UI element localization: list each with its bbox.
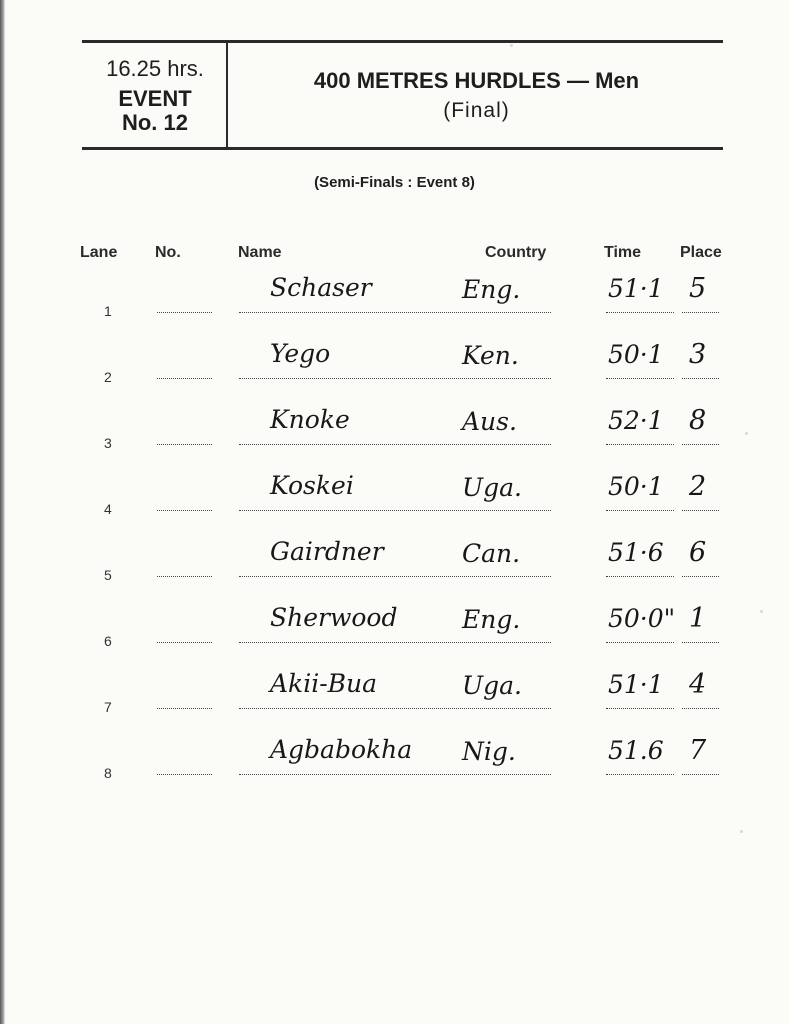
result-row — [0, 336, 789, 402]
result-place: 7 — [689, 735, 707, 766]
place-line — [682, 312, 719, 313]
lane-number: 5 — [104, 567, 112, 583]
result-row — [0, 600, 789, 666]
athlete-country: Nig. — [462, 737, 516, 766]
result-time: 51.6 — [608, 736, 664, 765]
column-header-name: Name — [238, 244, 282, 261]
athlete-name: Yego — [270, 339, 331, 368]
result-row — [0, 534, 789, 600]
column-header-lane: Lane — [80, 244, 118, 261]
athlete-name: Koskei — [270, 471, 354, 500]
result-place: 6 — [689, 537, 707, 568]
name-line — [239, 774, 551, 775]
number-blank — [157, 378, 212, 379]
result-time: 51·1 — [608, 670, 664, 699]
event-info-box — [82, 43, 228, 147]
place-line — [682, 378, 719, 379]
result-place: 8 — [689, 405, 707, 436]
place-line — [682, 708, 719, 709]
athlete-name: Knoke — [270, 405, 350, 434]
result-row — [0, 666, 789, 732]
result-place: 4 — [689, 669, 707, 700]
event-header — [82, 40, 723, 150]
result-time: 51·6 — [608, 538, 664, 567]
time-line — [606, 444, 674, 445]
result-place: 1 — [689, 603, 707, 634]
name-line — [239, 576, 551, 577]
name-line — [239, 642, 551, 643]
result-time: 52·1 — [608, 406, 664, 435]
athlete-country: Uga. — [462, 671, 522, 700]
athlete-name: Akii-Bua — [270, 669, 378, 698]
time-line — [606, 312, 674, 313]
result-place: 2 — [689, 471, 707, 502]
result-row — [0, 402, 789, 468]
result-place: 5 — [689, 273, 707, 304]
scan-speck — [740, 830, 743, 833]
number-blank — [157, 642, 212, 643]
number-blank — [157, 708, 212, 709]
time-line — [606, 576, 674, 577]
place-line — [682, 774, 719, 775]
number-blank — [157, 576, 212, 577]
result-row — [0, 732, 789, 798]
event-subtitle: (Final) — [443, 99, 510, 122]
semi-finals-note: (Semi-Finals : Event 8) — [314, 174, 475, 191]
athlete-name: Gairdner — [270, 537, 384, 566]
place-line — [682, 576, 719, 577]
result-time: 51·1 — [608, 274, 664, 303]
place-line — [682, 510, 719, 511]
scan-speck — [745, 432, 748, 435]
athlete-name: Schaser — [270, 273, 372, 302]
lane-number: 2 — [104, 369, 112, 385]
athlete-country: Can. — [462, 539, 521, 568]
result-row — [0, 468, 789, 534]
event-label: EVENT — [118, 86, 192, 111]
event-title: 400 METRES HURDLES — Men — [313, 68, 640, 93]
place-line — [682, 642, 719, 643]
athlete-name: Sherwood — [270, 603, 398, 632]
result-time: 50·0" — [608, 604, 676, 633]
number-blank — [157, 510, 212, 511]
athlete-country: Eng. — [462, 275, 521, 304]
name-line — [239, 444, 551, 445]
athlete-country: Uga. — [462, 473, 522, 502]
result-time: 50·1 — [608, 472, 664, 501]
lane-number: 4 — [104, 501, 112, 517]
event-number: No. 12 — [121, 110, 189, 135]
column-header-place: Place — [680, 244, 722, 261]
name-line — [239, 510, 551, 511]
athlete-country: Aus. — [462, 407, 517, 436]
name-line — [239, 378, 551, 379]
column-header-country: Country — [485, 244, 547, 261]
time-line — [606, 378, 674, 379]
name-line — [239, 312, 551, 313]
column-header-time: Time — [604, 244, 642, 261]
place-line — [682, 444, 719, 445]
time-line — [606, 708, 674, 709]
lane-number: 7 — [104, 699, 112, 715]
scan-speck — [760, 610, 763, 613]
column-header-no: No. — [155, 244, 181, 261]
event-time: 16.25 hrs. — [106, 56, 204, 81]
lane-number: 6 — [104, 633, 112, 649]
scan-speck — [510, 44, 513, 47]
lane-number: 3 — [104, 435, 112, 451]
name-line — [239, 708, 551, 709]
number-blank — [157, 444, 212, 445]
lane-number: 8 — [104, 765, 112, 781]
number-blank — [157, 312, 212, 313]
time-line — [606, 510, 674, 511]
number-blank — [157, 774, 212, 775]
time-line — [606, 642, 674, 643]
athlete-country: Ken. — [462, 341, 519, 370]
result-row — [0, 270, 789, 336]
athlete-name: Agbabokha — [270, 735, 413, 764]
result-place: 3 — [689, 339, 707, 370]
time-line — [606, 774, 674, 775]
athlete-country: Eng. — [462, 605, 521, 634]
lane-number: 1 — [104, 303, 112, 319]
result-time: 50·1 — [608, 340, 664, 369]
